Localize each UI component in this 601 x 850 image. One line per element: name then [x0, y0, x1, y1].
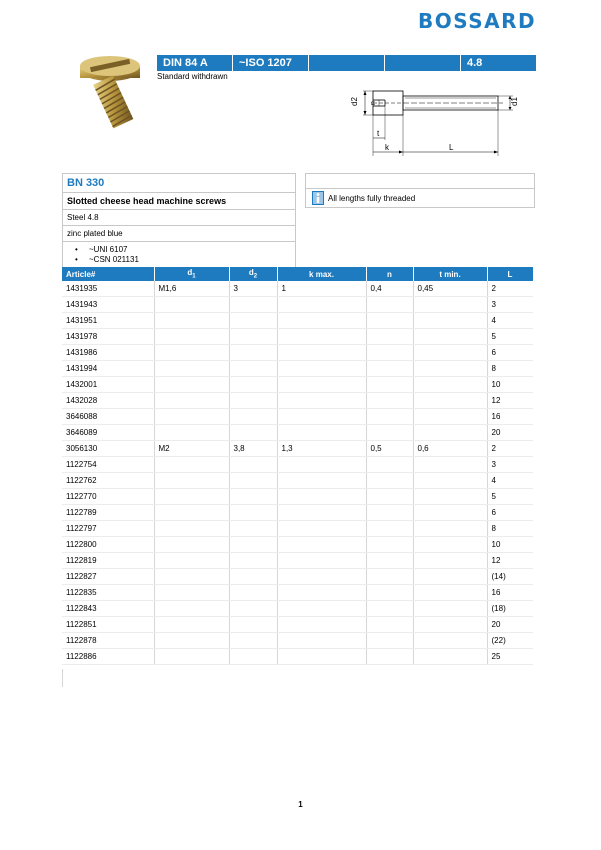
table-cell [366, 521, 413, 537]
page-number: 1 [298, 800, 303, 809]
table-cell: 3646089 [62, 425, 154, 441]
table-cell: (14) [487, 569, 533, 585]
table-cell: 2 [487, 281, 533, 297]
info-icon [312, 191, 324, 205]
table-cell [366, 361, 413, 377]
table-cell: 1 [277, 281, 366, 297]
table-cell [413, 297, 487, 313]
table-cell: 12 [487, 553, 533, 569]
table-cell [413, 393, 487, 409]
table-cell [277, 633, 366, 649]
table-cell [366, 569, 413, 585]
table-cell: 1,3 [277, 441, 366, 457]
table-cell [277, 457, 366, 473]
table-cell [413, 329, 487, 345]
standard-status: Standard withdrawn [157, 72, 228, 81]
table-cell [413, 361, 487, 377]
table-cell [366, 409, 413, 425]
label-k: k [385, 143, 389, 152]
table-cell [154, 553, 229, 569]
table-row [62, 537, 533, 553]
table-cell: 3 [229, 281, 277, 297]
table-cell [154, 489, 229, 505]
table-row [62, 585, 533, 601]
table-cell [413, 425, 487, 441]
table-cell [154, 425, 229, 441]
table-cell [366, 457, 413, 473]
table-row [62, 521, 533, 537]
table-row [62, 649, 533, 665]
table-row [62, 617, 533, 633]
table-cell [277, 537, 366, 553]
table-cell: 10 [487, 537, 533, 553]
table-cell [229, 345, 277, 361]
table-cell [366, 393, 413, 409]
table-cell [229, 361, 277, 377]
table-cell: M2 [154, 441, 229, 457]
product-name: Slotted cheese head machine screws [63, 193, 295, 210]
table-cell: 10 [487, 377, 533, 393]
table-cell [413, 649, 487, 665]
table-cell: 1122886 [62, 649, 154, 665]
table-cell [154, 473, 229, 489]
article-table [62, 267, 534, 665]
table-cell [154, 633, 229, 649]
table-cell: 1432001 [62, 377, 154, 393]
table-header-row [62, 267, 533, 281]
table-row [62, 569, 533, 585]
table-cell [277, 505, 366, 521]
table-cell: 2 [487, 441, 533, 457]
col-k-max: k max. [277, 267, 366, 281]
table-cell [229, 649, 277, 665]
table-cell [154, 313, 229, 329]
table-cell [366, 377, 413, 393]
table-cell [413, 489, 487, 505]
screw-photo [72, 52, 152, 132]
table-cell: 8 [487, 521, 533, 537]
table-cell: 25 [487, 649, 533, 665]
table-cell [154, 649, 229, 665]
table-cell: 8 [487, 361, 533, 377]
table-cell [229, 633, 277, 649]
table-cell: 6 [487, 345, 533, 361]
table-cell [229, 553, 277, 569]
header-blank-1 [309, 55, 385, 71]
table-cell [366, 553, 413, 569]
table-cell [277, 585, 366, 601]
iso-standard: ~ISO 1207 [233, 55, 309, 71]
table-cell [277, 617, 366, 633]
table-row [62, 457, 533, 473]
label-n: n [370, 101, 377, 105]
table-cell [413, 457, 487, 473]
equivalents-list [63, 242, 295, 269]
product-info-box [62, 173, 296, 269]
table-cell: 3 [487, 457, 533, 473]
table-cell [154, 601, 229, 617]
label-l: L [449, 143, 454, 152]
equivalent-item: • ~CSN 021131 [83, 255, 291, 265]
table-cell [229, 329, 277, 345]
table-cell: 3,8 [229, 441, 277, 457]
product-finish: zinc plated blue [63, 226, 295, 242]
table-cell: 3056130 [62, 441, 154, 457]
table-cell: 16 [487, 409, 533, 425]
table-cell [154, 457, 229, 473]
table-cell: 1431986 [62, 345, 154, 361]
table-cell [413, 521, 487, 537]
note-box-header [306, 174, 534, 189]
table-cell: 4 [487, 473, 533, 489]
table-cell [366, 537, 413, 553]
table-cell: 0,5 [366, 441, 413, 457]
table-row [62, 393, 533, 409]
table-cell [366, 649, 413, 665]
product-material: Steel 4.8 [63, 210, 295, 226]
table-cell [154, 345, 229, 361]
table-cell: 1122819 [62, 553, 154, 569]
logo-text: BOSSARD [418, 9, 537, 33]
note-content [306, 189, 534, 207]
table-cell [154, 377, 229, 393]
table-cell: 0,4 [366, 281, 413, 297]
table-cell: 6 [487, 505, 533, 521]
strength-grade: 4.8 [467, 57, 483, 69]
note-box [305, 173, 535, 208]
col-d2: $d_2$ [229, 267, 277, 281]
table-cell: 1431951 [62, 313, 154, 329]
table-cell [366, 585, 413, 601]
table-row [62, 633, 533, 649]
table-cell: 5 [487, 329, 533, 345]
table-cell [413, 537, 487, 553]
table-cell [413, 617, 487, 633]
table-left-border [62, 669, 63, 687]
table-cell [277, 409, 366, 425]
table-cell [413, 569, 487, 585]
table-cell [277, 329, 366, 345]
table-cell: 1122800 [62, 537, 154, 553]
table-cell [229, 297, 277, 313]
table-cell: 20 [487, 425, 533, 441]
table-row [62, 313, 533, 329]
product-code: BN 330 [63, 174, 295, 193]
table-cell: 12 [487, 393, 533, 409]
table-row [62, 361, 533, 377]
table-cell: 0,45 [413, 281, 487, 297]
table-cell [277, 649, 366, 665]
header-blank-2 [385, 55, 461, 71]
table-cell [229, 617, 277, 633]
table-cell [366, 345, 413, 361]
table-cell [277, 377, 366, 393]
table-cell [366, 489, 413, 505]
table-cell: 1122754 [62, 457, 154, 473]
table-cell [277, 345, 366, 361]
table-cell [366, 473, 413, 489]
table-cell: 1122878 [62, 633, 154, 649]
table-cell [277, 521, 366, 537]
table-cell: (22) [487, 633, 533, 649]
table-cell [277, 569, 366, 585]
table-cell [277, 425, 366, 441]
label-d2: d2 [350, 97, 359, 106]
note-text: All lengths fully threaded [328, 194, 416, 203]
table-cell [229, 409, 277, 425]
table-cell: M1,6 [154, 281, 229, 297]
table-cell [277, 489, 366, 505]
table-cell [277, 393, 366, 409]
col-d1: $d_1$ [154, 267, 229, 281]
table-cell [154, 617, 229, 633]
table-row [62, 489, 533, 505]
table-row [62, 441, 533, 457]
din-standard: DIN 84 A [157, 55, 233, 71]
table-cell: (18) [487, 601, 533, 617]
table-cell: 1122851 [62, 617, 154, 633]
table-cell [229, 521, 277, 537]
table-cell [229, 377, 277, 393]
table-cell: 4 [487, 313, 533, 329]
table-cell [366, 297, 413, 313]
table-cell: 1122843 [62, 601, 154, 617]
table-cell [229, 313, 277, 329]
table-row [62, 473, 533, 489]
table-cell [154, 297, 229, 313]
col-article: Article# [62, 267, 154, 281]
table-cell [413, 553, 487, 569]
col-n: n [366, 267, 413, 281]
table-cell: 1431994 [62, 361, 154, 377]
table-cell: 5 [487, 489, 533, 505]
table-row [62, 553, 533, 569]
table-cell [366, 329, 413, 345]
table-row [62, 505, 533, 521]
table-cell [154, 329, 229, 345]
table-row [62, 297, 533, 313]
table-row [62, 601, 533, 617]
table-row [62, 409, 533, 425]
table-cell [154, 537, 229, 553]
table-cell: 1431978 [62, 329, 154, 345]
table-cell: 0,6 [413, 441, 487, 457]
table-cell [413, 633, 487, 649]
table-cell [366, 633, 413, 649]
table-cell: 1122770 [62, 489, 154, 505]
table-cell: 16 [487, 585, 533, 601]
table-cell: 1122835 [62, 585, 154, 601]
table-cell [413, 601, 487, 617]
table-cell [413, 505, 487, 521]
table-cell [413, 313, 487, 329]
table-cell [229, 505, 277, 521]
table-row [62, 281, 533, 297]
label-t: t [377, 129, 380, 138]
table-cell [229, 473, 277, 489]
table-cell [229, 425, 277, 441]
table-row [62, 425, 533, 441]
table-cell: 1122797 [62, 521, 154, 537]
table-cell [154, 393, 229, 409]
table-cell [277, 601, 366, 617]
table-cell: 1122762 [62, 473, 154, 489]
table-cell [277, 297, 366, 313]
technical-drawing [343, 80, 523, 165]
table-cell [229, 393, 277, 409]
table-row [62, 345, 533, 361]
table-cell [154, 505, 229, 521]
table-cell [154, 569, 229, 585]
table-cell: 20 [487, 617, 533, 633]
table-cell: 1122827 [62, 569, 154, 585]
table-cell [229, 489, 277, 505]
table-cell [366, 617, 413, 633]
table-cell [229, 601, 277, 617]
table-row [62, 377, 533, 393]
equivalent-item: • ~UNI 6107 [83, 245, 291, 255]
table-cell [229, 457, 277, 473]
table-cell [154, 521, 229, 537]
table-cell [366, 313, 413, 329]
table-cell: 3646088 [62, 409, 154, 425]
table-cell [154, 585, 229, 601]
table-cell: 1122789 [62, 505, 154, 521]
table-cell [229, 585, 277, 601]
table-cell [229, 537, 277, 553]
table-cell [366, 601, 413, 617]
table-cell [154, 361, 229, 377]
table-cell [413, 377, 487, 393]
table-cell [413, 409, 487, 425]
table-cell [366, 505, 413, 521]
col-t-min: t min. [413, 267, 487, 281]
label-d1: d1 [510, 97, 519, 106]
table-cell: 1432028 [62, 393, 154, 409]
table-cell [413, 473, 487, 489]
table-cell [277, 553, 366, 569]
standard-header-bar [157, 55, 536, 71]
table-cell [413, 585, 487, 601]
table-cell: 1431935 [62, 281, 154, 297]
col-l: L [487, 267, 533, 281]
table-cell [413, 345, 487, 361]
table-cell [277, 473, 366, 489]
table-cell [277, 313, 366, 329]
table-cell [154, 409, 229, 425]
bossard-logo [418, 6, 538, 36]
table-row [62, 329, 533, 345]
table-cell: 1431943 [62, 297, 154, 313]
table-cell [366, 425, 413, 441]
table-cell [277, 361, 366, 377]
table-cell: 3 [487, 297, 533, 313]
table-cell [229, 569, 277, 585]
